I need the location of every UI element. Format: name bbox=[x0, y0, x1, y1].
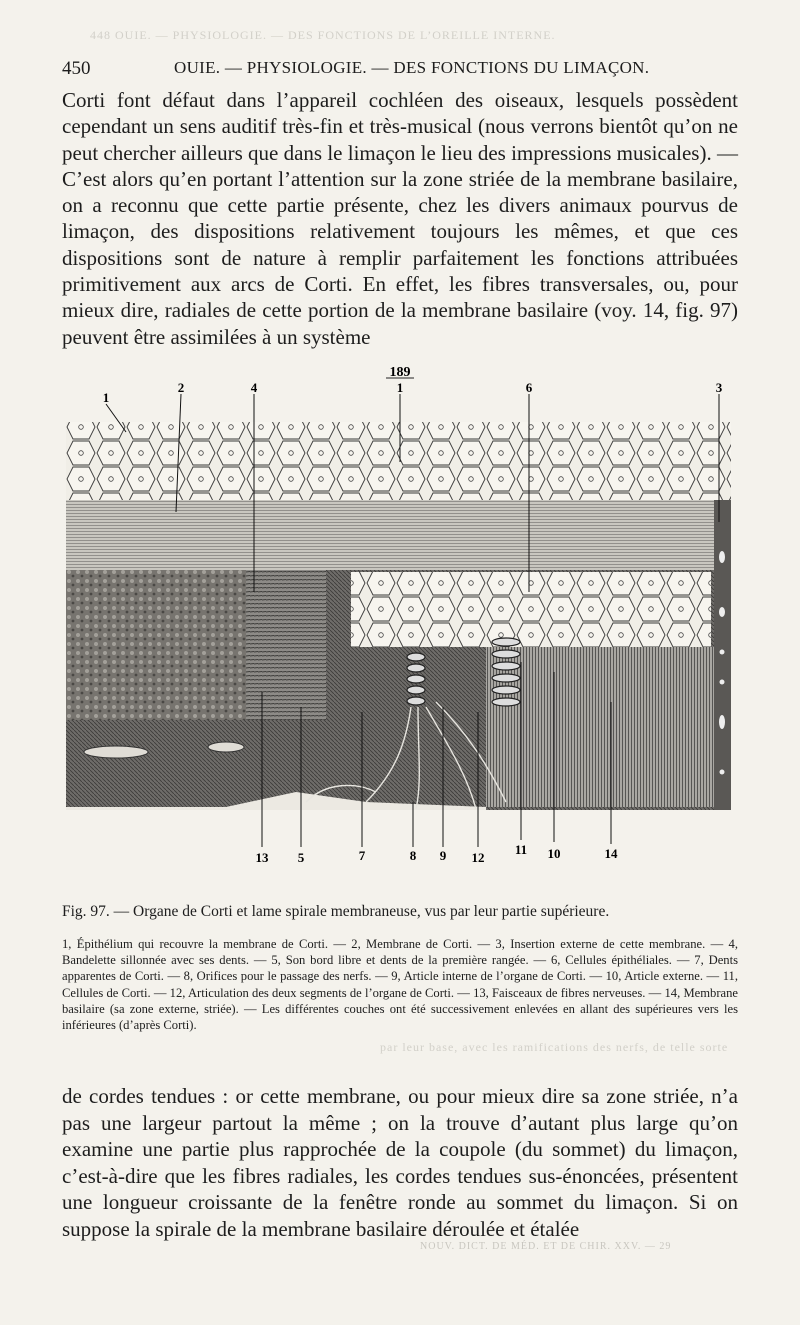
paragraph-top: Corti font défaut dans l’appareil cochléen des oiseaux, lesquels possèdent cependant un sens auditif très-fin et très-musical (nous verrons bientôt qu’on ne peut chercher ailleurs que dans le limaçon le lieu des impressions musicales). — C’est alors qu’en portant l’attention sur la zone striée de la membrane basilaire, on a reconnu que cette partie présente, chez les divers animaux pourvus de limaçon, des dispositions relativement toujours les mêmes, et que ces dispositions sont de nature à remplir parfaitement les fonctions attribuées primitivement aux arcs de Corti. En effet, les fibres transversales, ou, pour mieux dire, radiales de cette portion de la membrane basilaire (voy. 14, fig. 97) peuvent être assimilées à un système bbox=[62, 88, 738, 349]
fig-label-bottom-10: 10 bbox=[547, 846, 561, 861]
fig-label-bottom-13: 13 bbox=[255, 850, 269, 865]
granular-region bbox=[66, 570, 246, 720]
fig-label-bottom-8: 8 bbox=[409, 848, 417, 863]
fig-label-bottom-12: 12 bbox=[471, 850, 485, 865]
figure-engraving bbox=[66, 362, 736, 882]
running-header bbox=[62, 58, 742, 82]
fig-label-bottom-11: 11 bbox=[514, 842, 528, 857]
fig-label-top-4: 4 bbox=[250, 380, 258, 395]
paragraph-bottom: de cordes tendues : or cette membrane, ou pour mieux dire sa zone striée, n’a pas une largeur partout la même ; on la trouve d’autant plus large qu’on examine une partie plus rapprochée de la coupole (du sommet) du limaçon, c’est-à-dire que les fibres radiales, les cordes tendues sus-énoncées, présentent une longueur croissante de la fenêtre ronde au sommet du limaçon. Si on suppose la spirale de la membrane basilaire déroulée et étalée bbox=[62, 1084, 738, 1241]
fig-label-top-2: 2 bbox=[177, 380, 185, 395]
fig-label-top-1: 1 bbox=[102, 390, 110, 405]
fig-label-top-6: 6 bbox=[525, 380, 533, 395]
fig-label-bottom-5: 5 bbox=[297, 850, 305, 865]
fig-label-bottom-7: 7 bbox=[358, 848, 366, 863]
bleed-through-top: 448 OUIE. — PHYSIOLOGIE. — DES FONCTIONS DE L’OREILLE INTERNE. bbox=[90, 28, 556, 42]
corti-membrane-layer bbox=[66, 500, 731, 570]
fig-label-top-1b: 1 bbox=[396, 380, 404, 395]
bandelette-region bbox=[246, 570, 326, 720]
epithelium-layer bbox=[66, 422, 731, 500]
footer-bleed: NOUV. DICT. DE MÉD. ET DE CHIR. XXV. — 29 bbox=[420, 1241, 672, 1252]
fig-label-bottom-14: 14 bbox=[604, 846, 618, 861]
figure-caption-title: Fig. 97. — Organe de Corti et lame spirale membraneuse, vus par leur partie supérieure. bbox=[62, 903, 610, 920]
fig-label-bottom-9: 9 bbox=[439, 848, 447, 863]
bleed-through-mid: par leur base, avec les ramifications des nerfs, de telle sorte bbox=[380, 1040, 729, 1054]
figure-number-label: 189 bbox=[389, 365, 411, 380]
fig-label-top-3: 3 bbox=[715, 380, 723, 395]
running-title: OUIE. — PHYSIOLOGIE. — DES FONCTIONS DU LIMAÇON. bbox=[174, 58, 650, 77]
figure-caption-legend: 1, Épithélium qui recouvre la membrane de Corti. — 2, Membrane de Corti. — 3, Insertion externe de cette membrane. — 4, Bandelette sillonnée avec ses dents. — 5, Son bord libre et dents de la première rangée. — 6, Cellules épithéliales. — 7, Dents apparentes de Corti. — 8, Orifices pour le passage des nerfs. — 9, Article interne de l’organe de Corti. — 10, Article externe. — 11, Cellules de Corti. — 12, Articulation des deux segments de l’organe de Corti. — 13, Faisceaux de fibres nerveuses. — 14, Membrane basilaire (sa zone externe, striée). — Les différentes couches ont été successivement enlevées en allant des supérieures vers les inférieures (d’après Corti). bbox=[62, 937, 738, 1033]
page-number: 450 bbox=[62, 58, 91, 79]
corti-organ-engraving bbox=[66, 362, 736, 882]
epithelial-cells-cluster bbox=[351, 572, 711, 647]
